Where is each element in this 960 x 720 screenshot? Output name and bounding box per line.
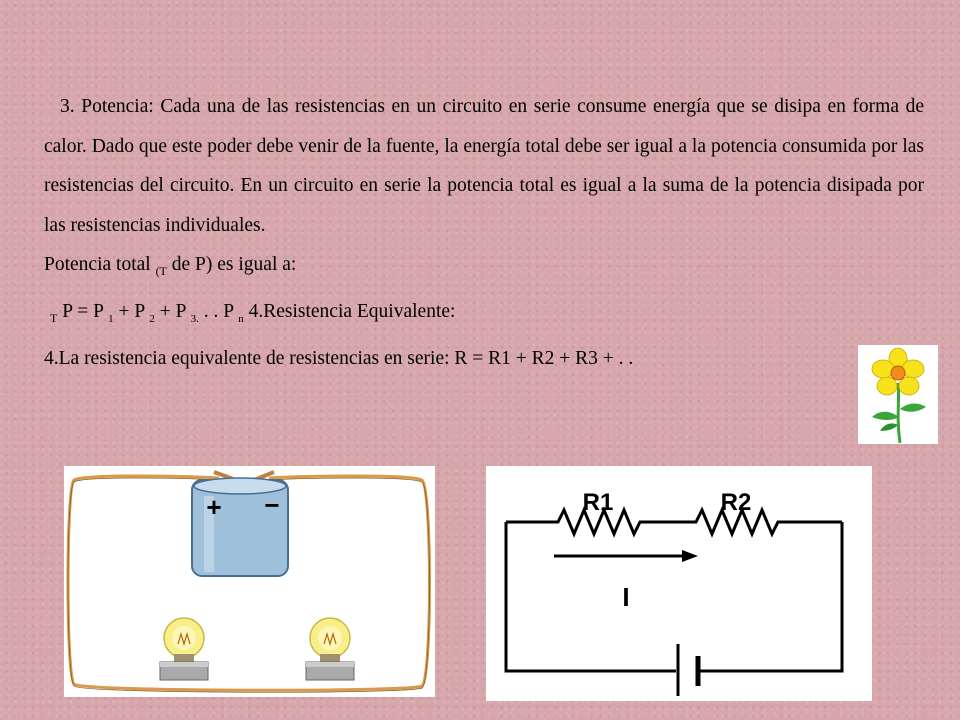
- formula-sub-1: 1: [108, 312, 114, 325]
- flower-image: [858, 345, 938, 444]
- power-paragraph: [44, 87, 924, 245]
- paragraph-line-1: 3. Potencia: Cada una de las resistencias en un circuito en serie consume energía que se: [60, 96, 768, 117]
- formula-sub-2: 2: [149, 312, 155, 325]
- resistor-wire: [506, 510, 842, 534]
- battery-minus-label: −: [264, 490, 280, 520]
- r1-label: R1: [582, 489, 614, 516]
- battery-bulbs-illustration: [64, 466, 435, 697]
- formula-sub-3: 3.: [190, 312, 199, 325]
- total-power-subscript: (T: [155, 264, 167, 278]
- formula-plus-p1: + P: [113, 300, 150, 322]
- power-formula: [44, 292, 924, 340]
- paragraph-line-4: potencia total es igual a la suma de la potencia disipada por las resistencias individuales.: [44, 175, 924, 236]
- current-label: I: [622, 582, 630, 612]
- formula-plus-p2: + P: [154, 300, 191, 322]
- r2-label: R2: [720, 489, 752, 516]
- light-bulb-right-icon: [306, 618, 354, 680]
- formula-dots: . . P: [198, 300, 239, 322]
- flower-icon: [858, 345, 938, 444]
- formula-p: P = P: [57, 300, 109, 322]
- formula-sub-t: T: [50, 310, 58, 325]
- battery-icon: [192, 478, 288, 576]
- paragraph-line-3: ser igual a la potencia consumida por las resistencias del circuito. En un circuito en serie la: [44, 135, 924, 196]
- light-bulb-left-icon: [160, 618, 208, 680]
- total-power-text: Potencia total: [44, 254, 156, 275]
- total-power-text-end: de P) es igual a:: [166, 254, 297, 275]
- equivalent-resistance-line: 4.La resistencia equivalente de resistencias en serie: R = R1 + R2 + R3 + . .: [44, 348, 634, 369]
- series-circuit-diagram: [486, 466, 872, 701]
- formula-tail: 4.Resistencia Equivalente:: [243, 300, 456, 322]
- total-power-line: [44, 245, 924, 292]
- paragraph-line-2: disipa en forma de calor. Dado que este poder debe venir de la fuente, la energía total debe: [44, 96, 924, 157]
- battery-plus-label: +: [206, 492, 222, 522]
- formula-sub-n: n: [238, 312, 244, 325]
- text-block: [44, 87, 924, 379]
